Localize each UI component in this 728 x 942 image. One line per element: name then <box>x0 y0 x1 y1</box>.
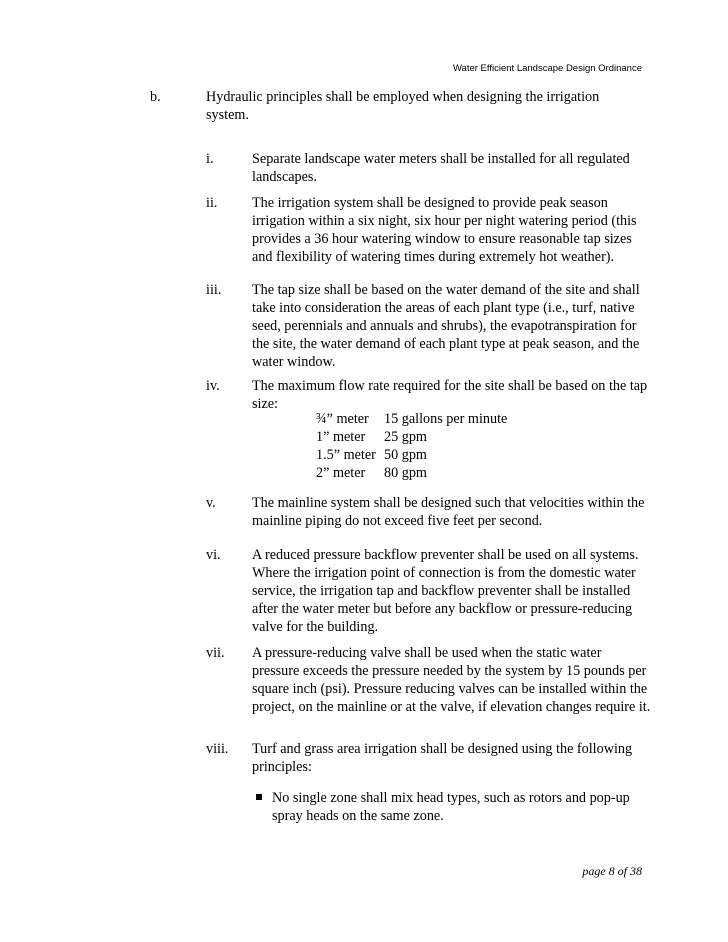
item-number: vii. <box>206 645 225 661</box>
item-number: i. <box>206 151 214 167</box>
item-number: v. <box>206 495 216 511</box>
running-header: Water Efficient Landscape Design Ordinance <box>452 63 642 74</box>
item-text: The tap size shall be based on the water demand of the site and shall take into consideration the areas of each plant type (i.e., turf, native seed, perennials and annuals and shrubs), the evapotranspiration for the site, the water demand of each plant type at peak season, and the water window. <box>252 282 640 370</box>
meter-size: ¾” meter <box>316 411 369 427</box>
item-text: A reduced pressure backflow preventer shall be used on all systems. Where the irrigation point of connection is from the domestic water service, the irrigation tap and backflow preventer shall be installed after the water meter but before any backflow or pressure-reducing valve for the building. <box>252 547 639 635</box>
bullet-text: No single zone shall mix head types, such as rotors and pop-up spray heads on the same zone. <box>272 790 630 824</box>
item-number: iii. <box>206 282 222 298</box>
item-text: Turf and grass area irrigation shall be designed using the following principles: <box>252 741 633 775</box>
section-label: b. <box>150 89 161 105</box>
meter-size: 2” meter <box>316 465 366 481</box>
item-text: A pressure-reducing valve shall be used when the static water pressure exceeds the pressure needed by the system by 15 pounds per square inch (psi). Pressure reducing valves can be installed within the project, on the mainline or at the valve, if elevation changes require it. <box>252 645 651 715</box>
page-number: page 8 of 38 <box>582 864 642 878</box>
flow-rate: 80 gpm <box>384 465 427 481</box>
meter-size: 1.5” meter <box>316 447 376 463</box>
flow-rate: 50 gpm <box>384 447 427 463</box>
item-number: iv. <box>206 378 220 394</box>
item-text: Separate landscape water meters shall be installed for all regulated landscapes. <box>252 151 630 185</box>
item-number: viii. <box>206 741 229 757</box>
item-number: ii. <box>206 195 218 211</box>
flow-rate: 25 gpm <box>384 429 427 445</box>
item-number: vi. <box>206 547 221 563</box>
meter-size: 1” meter <box>316 429 366 445</box>
item-text: The maximum flow rate required for the site shall be based on the tap size: <box>252 378 648 412</box>
item-text: The irrigation system shall be designed to provide peak season irrigation within a six night, six hour per night watering period (this provides a 36 hour watering window to ensure reasonable tap sizes and flexibility of watering times during extremely hot weather). <box>252 195 637 265</box>
item-text: The mainline system shall be designed such that velocities within the mainline piping do not exceed five feet per second. <box>252 495 645 529</box>
flow-rate: 15 gallons per minute <box>384 411 508 427</box>
square-bullet-icon <box>256 794 262 800</box>
section-text: Hydraulic principles shall be employed when designing the irrigation system. <box>206 89 600 123</box>
